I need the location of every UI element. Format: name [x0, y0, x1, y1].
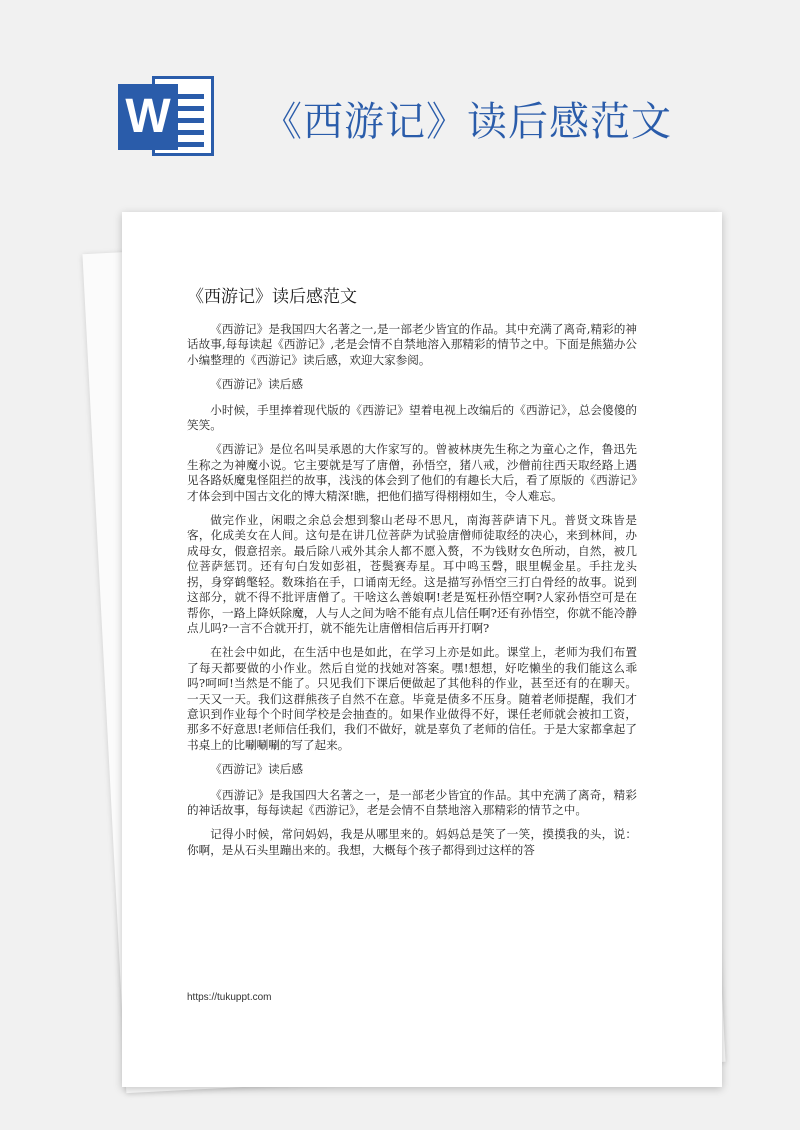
document-body — [187, 322, 637, 867]
paragraph-intro: 《西游记》是我国四大名著之一,是一部老少皆宜的作品。其中充满了离奇,精彩的神话故事,每每读起《西游记》,老是会情不自禁地溶入那精彩的情节之中。下面是熊猫办公小编整理的《西游记》读后感，欢迎大家参阅。 — [187, 322, 637, 367]
word-document-icon — [118, 72, 218, 160]
header — [0, 0, 800, 200]
document-sheet — [122, 212, 722, 1087]
paragraph-author: 《西游记》是位名叫吴承恩的大作家写的。曾被林庚先生称之为童心之作，鲁迅先生称之为神魔小说。它主要就是写了唐僧，孙悟空，猪八戒，沙僧前往西天取经路上遇见各路妖魔鬼怪阻拦的故事，浅浅的体会到了他们的有趣长大后，看了原版的《西游记》才体会到中国古文化的博大精深!瞧，把他们描写得栩栩如生，令人难忘。 — [187, 442, 637, 503]
footer-url: https://tukuppt.com — [187, 992, 272, 1003]
paragraph-memory: 记得小时候，常问妈妈，我是从哪里来的。妈妈总是笑了一笑，摸摸我的头，说：你啊，是从石头里蹦出来的。我想，大概每个孩子都得到过这样的答 — [187, 827, 637, 857]
paragraph-childhood: 小时候，手里捧着现代版的《西游记》望着电视上改编后的《西游记》，总会傻傻的笑笑。 — [187, 402, 637, 433]
section-heading-1: 《西游记》读后感 — [210, 377, 303, 392]
document-title: 《西游记》读后感范文 — [187, 287, 357, 307]
paragraph-society: 在社会中如此，在生活中也是如此，在学习上亦是如此。课堂上，老师为我们布置了每天都要做的小作业。然后自觉的找她对答案。嘿!想想，好吃懒坐的我们能这么乖吗?呵呵!当然是不能了。只见我们下课后便做起了其他科的作业，甚至还有的在聊天。一天又一天。我们这群熊孩子自然不在意。毕竟是债多不压身。随着老师提醒，我们才意识到作业每个个时间学校是会抽查的。如果作业做得不好，课任老师就会被扣工资，那多不好意思!老师信任我们，我们不做好，就是辜负了老师的信任。于是大家都拿起了书桌上的比唰唰唰的写了起来。 — [187, 645, 637, 752]
page-title: 《西游记》读后感范文 — [262, 99, 672, 145]
paragraph-homework: 做完作业，闲暇之余总会想到黎山老母不思凡，南海菩萨请下凡。普贤文珠皆是客，化成美女在人间。这句是在讲几位菩萨为试验唐僧师徒取经的决心，来到林间，办成母女，假意招亲。最后除八戒外其余人都不愿入赘，不为钱财女色所动，自然，被几位菩萨惩罚。还有句白发如彭祖，苍鬓赛寿星。耳中鸣玉磬，眼里幌金星。手拄龙头拐，身穿鹤氅轻。数珠掐在手，口诵南无经。这是描写孙悟空三打白骨经的故事。说到这部分，就不得不批评唐僧了。干啥这么善娘啊!老是冤枉孙悟空啊?人家孙悟空可是在帮你，一路上降妖除魔，人与人之间为啥不能有点儿信任啊?还有孙悟空，你就不能冷静点儿吗?一言不合就开打，就不能先让唐僧相信后再开打啊? — [187, 513, 637, 635]
word-badge-letter: W — [118, 84, 178, 150]
paragraph-intro-2: 《西游记》是我国四大名著之一，是一部老少皆宜的作品。其中充满了离奇，精彩的神话故事，每每读起《西游记》，老是会情不自禁地溶入那精彩的情节之中。 — [187, 787, 637, 817]
section-heading-2: 《西游记》读后感 — [210, 762, 303, 777]
